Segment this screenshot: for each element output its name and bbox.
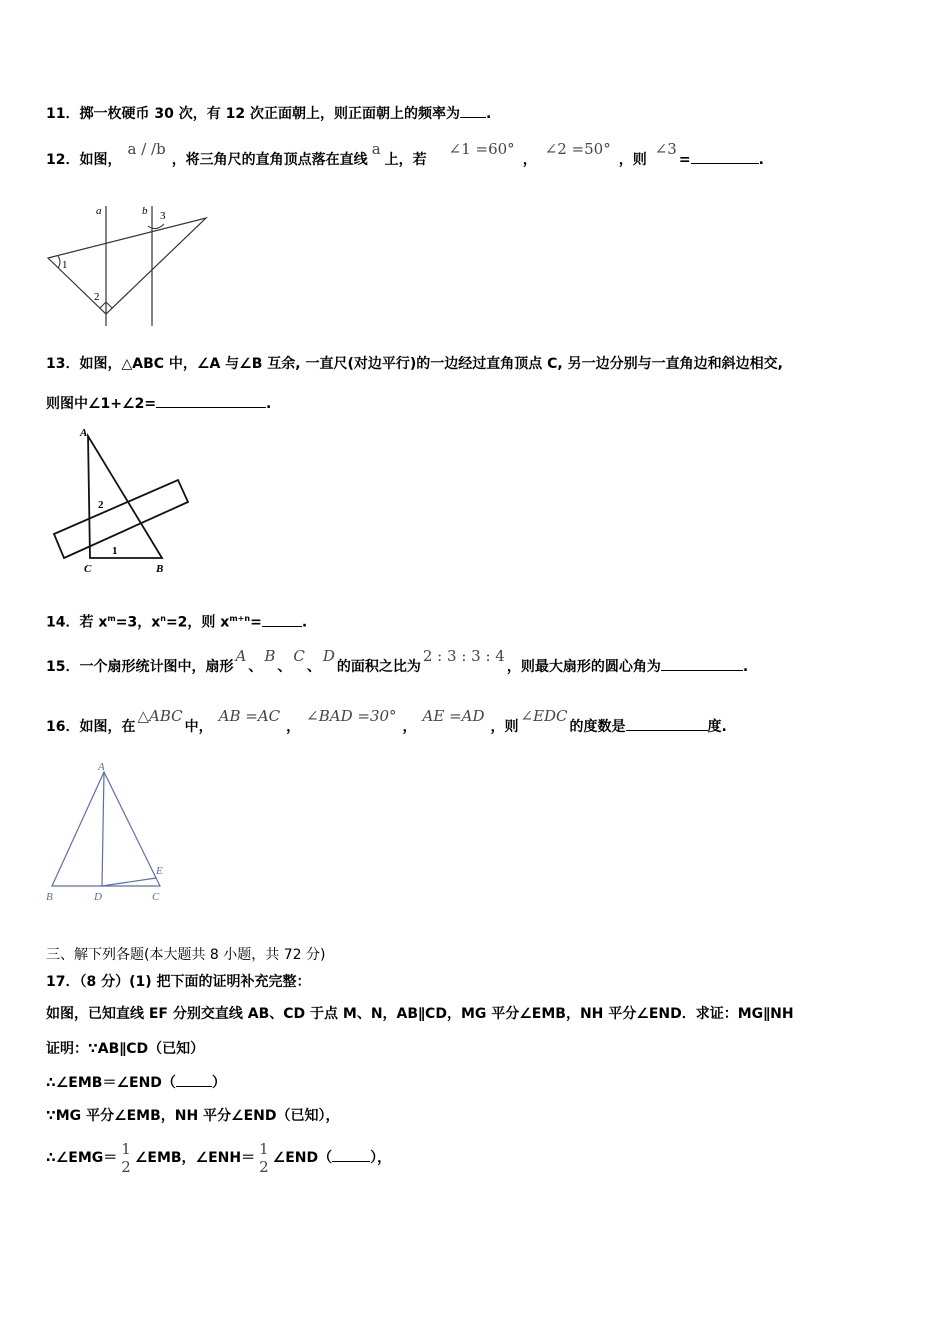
q15-text-2: 的面积之比为 bbox=[336, 659, 421, 675]
q12-number: 12． bbox=[46, 152, 80, 168]
q12-fig-label-2: 2 bbox=[94, 291, 100, 303]
q12-text-4: ， bbox=[522, 152, 537, 168]
q15-answer-blank bbox=[661, 656, 743, 671]
q15-sep-1: 、 bbox=[248, 659, 263, 675]
q15-text-3: ，则最大扇形的圆心角为 bbox=[506, 659, 661, 675]
q17-proof-line-1: 证明：∵AB∥CD（已知） bbox=[46, 1041, 205, 1057]
q16-math-ae-ad: AE =AD bbox=[422, 707, 485, 725]
q16-fig-label-B: B bbox=[46, 891, 53, 903]
q14-text-4: = bbox=[250, 614, 262, 631]
q17-proof-line-4-end: ）， bbox=[370, 1150, 392, 1166]
fraction-denominator: 2 bbox=[259, 1158, 269, 1176]
q12-figure bbox=[44, 198, 214, 330]
q17-proof-line-4-text-3: ∠END（ bbox=[272, 1150, 333, 1166]
q13-fig-label-2: 2 bbox=[98, 499, 104, 511]
question-13-line-2 bbox=[46, 393, 271, 414]
q16-math-triangle: △ABC bbox=[137, 707, 183, 725]
q15-sector-D: D bbox=[322, 647, 335, 665]
q12-answer-blank bbox=[691, 149, 759, 164]
q15-sector-B: B bbox=[264, 647, 276, 665]
q16-text-4: ， bbox=[402, 719, 417, 735]
q15-number: 15． bbox=[46, 659, 80, 675]
q12-text-1: 如图， bbox=[79, 152, 122, 168]
q13-fig-label-A: A bbox=[80, 427, 88, 439]
q17-proof-line-4-text-1: ∴∠EMG＝ bbox=[46, 1150, 118, 1166]
q13-figure bbox=[46, 424, 196, 576]
q16-math-ab-ac: AB =AC bbox=[218, 707, 281, 725]
q14-exp-n: n bbox=[160, 614, 166, 623]
q16-fig-label-D: D bbox=[94, 891, 102, 903]
q14-number: 14． bbox=[46, 614, 80, 631]
q12-text-5: ，则 bbox=[618, 152, 647, 168]
q12-fig-label-a: a bbox=[96, 205, 102, 217]
q14-text-1: 若 x bbox=[79, 614, 108, 631]
question-14 bbox=[46, 609, 307, 633]
question-16 bbox=[46, 707, 727, 737]
q17-proof-line-3: ∵MG 平分∠EMB，NH 平分∠END（已知）， bbox=[46, 1108, 340, 1124]
fraction-numerator: 1 bbox=[121, 1140, 131, 1158]
q11-text: 掷一枚硬币 30 次，有 12 次正面朝上，则正面朝上的频率为 bbox=[79, 106, 460, 122]
q14-exp-mn: m+n bbox=[229, 614, 251, 623]
q15-sector-C: C bbox=[293, 647, 305, 665]
q16-answer-blank bbox=[626, 716, 708, 731]
q14-end: . bbox=[301, 614, 308, 631]
q16-number: 16． bbox=[46, 719, 80, 735]
q13-fig-label-1: 1 bbox=[112, 545, 118, 557]
q11-end: . bbox=[485, 106, 492, 122]
q17-reason-blank-2 bbox=[332, 1147, 370, 1162]
q15-sep-2: 、 bbox=[277, 659, 292, 675]
question-13-line-1 bbox=[46, 354, 783, 374]
q16-math-angle-edc: ∠EDC bbox=[520, 707, 568, 725]
q15-sector-A: A bbox=[235, 647, 247, 665]
q16-figure bbox=[44, 758, 174, 906]
q12-text-2: ，将三角尺的直角顶点落在直线 bbox=[171, 152, 368, 168]
q14-answer-blank bbox=[262, 612, 302, 627]
q11-answer-blank bbox=[460, 103, 486, 118]
q12-math-angle1: ∠1 =60° bbox=[448, 140, 515, 158]
q16-text-3: ， bbox=[286, 719, 301, 735]
q17-fraction-half-1 bbox=[121, 1140, 131, 1176]
q12-text-6: = bbox=[678, 152, 691, 168]
question-11 bbox=[46, 103, 491, 124]
q17-proof-line-2-end: ） bbox=[211, 1075, 226, 1091]
q11-number: 11． bbox=[46, 106, 80, 122]
question-15 bbox=[46, 647, 749, 677]
q14-text-3: =2，则 x bbox=[165, 614, 230, 631]
q17-heading: 17．（8 分）(1) 把下面的证明补充完整： bbox=[46, 974, 311, 990]
q16-text-5: ，则 bbox=[490, 719, 519, 735]
q16-fig-label-E: E bbox=[156, 865, 163, 877]
q13-text-2: 则图中∠1+∠2= bbox=[46, 396, 157, 412]
q16-end: 度. bbox=[707, 719, 727, 735]
q13-fig-label-C: C bbox=[84, 563, 92, 575]
q12-fig-label-b: b bbox=[142, 205, 148, 217]
q17-statement: 如图，已知直线 EF 分别交直线 AB、CD 于点 M、N，AB∥CD，MG 平分∠EMB，NH 平分∠END．求证：MG∥NH bbox=[46, 1006, 794, 1022]
q17-proof-line-4 bbox=[46, 1140, 391, 1176]
q14-text-2: =3，x bbox=[115, 614, 161, 631]
q12-fig-label-1: 1 bbox=[62, 259, 68, 271]
q13-number: 13． bbox=[46, 356, 80, 372]
q12-math-angle3: ∠3 bbox=[654, 140, 677, 158]
q17-fraction-half-2 bbox=[259, 1140, 269, 1176]
q16-text-1: 如图，在 bbox=[79, 719, 136, 735]
q16-fig-label-A: A bbox=[98, 761, 105, 773]
q13-end: . bbox=[266, 396, 272, 412]
q14-exp-m: m bbox=[107, 614, 116, 623]
q15-ratio: 2 : 3 : 3 : 4 bbox=[422, 647, 505, 665]
fraction-denominator: 2 bbox=[121, 1158, 131, 1176]
q17-reason-blank-1 bbox=[176, 1072, 212, 1087]
section-3-title: 三、解下列各题(本大题共 8 小题，共 72 分) bbox=[46, 947, 326, 963]
q17-proof-line-4-text-2: ∠EMB，∠ENH＝ bbox=[134, 1150, 256, 1166]
q17-proof-line-2 bbox=[46, 1072, 226, 1093]
q15-text-1: 一个扇形统计图中，扇形 bbox=[79, 659, 234, 675]
q12-text-3: 上，若 bbox=[384, 152, 427, 168]
q12-math-angle2: ∠2 =50° bbox=[544, 140, 611, 158]
question-12 bbox=[46, 140, 764, 170]
q16-fig-label-C: C bbox=[152, 891, 160, 903]
q15-sep-3: 、 bbox=[306, 659, 321, 675]
q15-end: . bbox=[742, 659, 749, 675]
q13-fig-label-B: B bbox=[156, 563, 164, 575]
q16-math-angle-bad: ∠BAD =30° bbox=[306, 707, 397, 725]
q16-text-2: 中， bbox=[184, 719, 213, 735]
q12-fig-label-3: 3 bbox=[160, 210, 166, 222]
q13-answer-blank bbox=[156, 393, 266, 408]
q17-proof-line-2-text: ∴∠EMB＝∠END（ bbox=[46, 1075, 176, 1091]
q12-math-a: a bbox=[371, 140, 381, 158]
q12-end: . bbox=[758, 152, 764, 168]
q16-text-6: 的度数是 bbox=[569, 719, 626, 735]
q13-text-1: 如图，△ABC 中，∠A 与∠B 互余, 一直尺(对边平行)的一边经过直角顶点 C, 另一边分别与一直角边和斜边相交, bbox=[79, 356, 783, 372]
q12-math-parallel: a / /b bbox=[127, 140, 166, 158]
fraction-numerator: 1 bbox=[259, 1140, 269, 1158]
